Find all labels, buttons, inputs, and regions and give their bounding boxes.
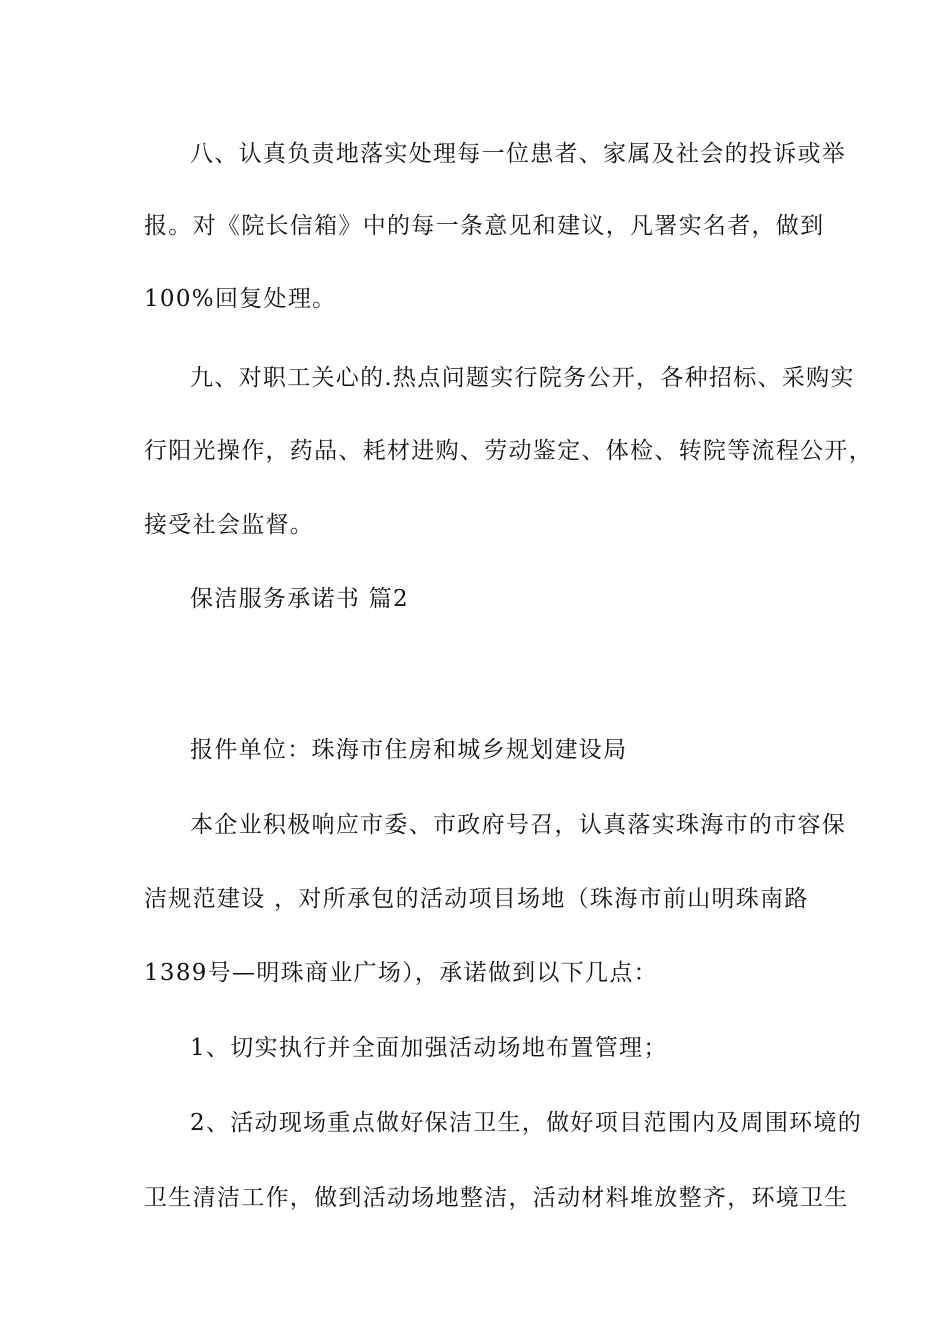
- paragraph-8-line-3: 100%回复处理。: [144, 286, 337, 312]
- paragraph-8-line-1: 八、认真负责地落实处理每一位患者、家属及社会的投诉或举: [190, 141, 847, 167]
- commitment-intro-line-2: 洁规范建设 ，对所承包的活动项目场地（珠海市前山明珠南路: [144, 886, 809, 912]
- paragraph-9-line-1: 九、对职工关心的.热点问题实行院务公开，各种招标、采购实: [190, 365, 855, 391]
- commitment-item-1: 1、切实执行并全面加强活动场地布置管理；: [190, 1035, 668, 1061]
- paragraph-9-line-2: 行阳光操作，药品、耗材进购、劳动鉴定、体检、转院等流程公开，: [144, 438, 873, 464]
- paragraph-9-line-3: 接受社会监督。: [144, 512, 315, 538]
- paragraph-8-line-2: 报。对《院长信箱》中的每一条意见和建议，凡署实名者，做到: [144, 213, 825, 239]
- section-heading: 保洁服务承诺书 篇2: [190, 586, 409, 612]
- commitment-intro-line-1: 本企业积极响应市委、市政府号召，认真落实珠海市的市容保: [190, 812, 847, 838]
- commitment-intro-line-3: 1389号—明珠商业广场），承诺做到以下几点：: [144, 960, 658, 986]
- submitting-unit: 报件单位：珠海市住房和城乡规划建设局: [190, 737, 628, 763]
- commitment-item-2-line-2: 卫生清洁工作，做到活动场地整洁，活动材料堆放整齐，环境卫生: [144, 1185, 849, 1211]
- commitment-item-2-line-1: 2、活动现场重点做好保洁卫生，做好项目范围内及周围环境的: [190, 1110, 863, 1136]
